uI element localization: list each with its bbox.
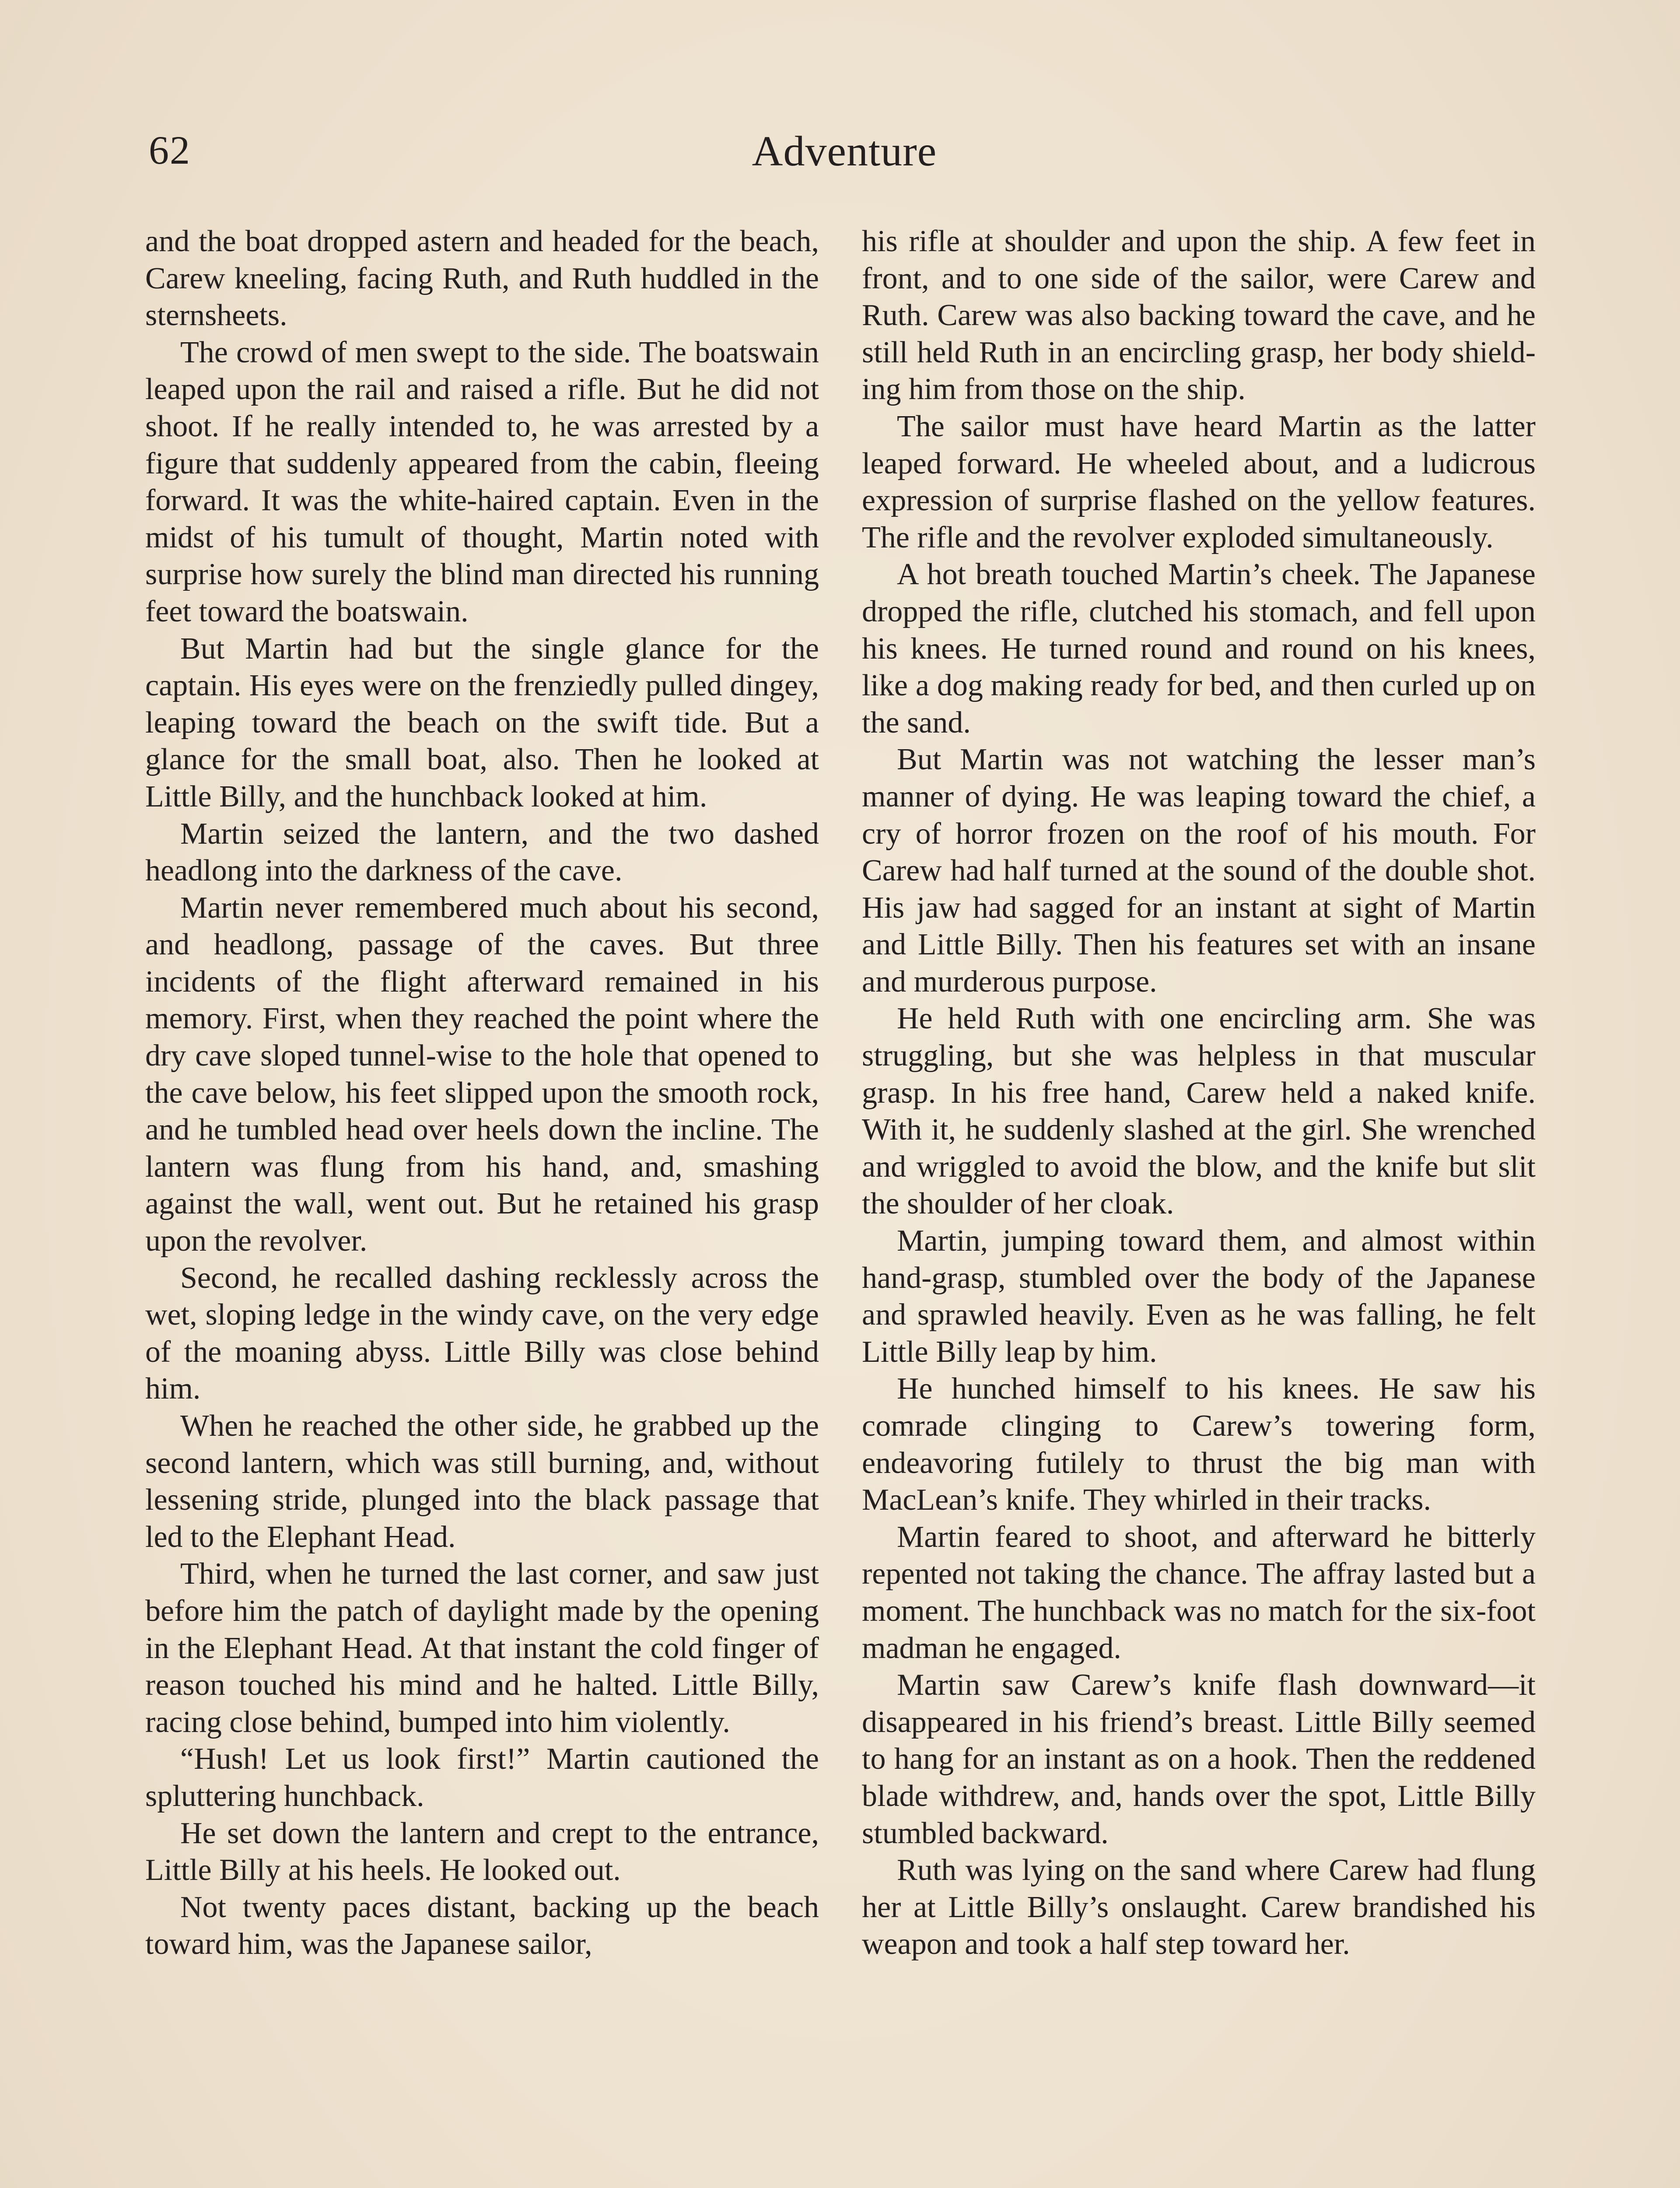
paragraph: He hunched himself to his knees. He saw his comrade clinging to Carew’s towering form, endeavoring futilely to thrust the big man with MacLean’s knife. They whirled in their tracks.	[862, 1372, 1536, 1517]
paragraph: “Hush! Let us look first!” Martin cautioned the spluttering hunchback.	[145, 1742, 819, 1813]
paragraph: Martin, jumping toward them, and almost within hand-grasp, stumbled over the body of the Japanese and sprawled heavily. Even as he was falling, he felt Little Billy leap by him.	[862, 1224, 1536, 1369]
right-column	[862, 223, 1536, 1963]
page-number: 62	[149, 128, 191, 172]
running-head: Adventure	[752, 128, 937, 175]
paragraph: He set down the lantern and crept to the entrance, Little Billy at his heels. He looked out.	[145, 1816, 819, 1887]
paragraph: Second, he recalled dashing recklessly across the wet, sloping ledge in the windy cave, on the very edge of the moaning abyss. Little Billy was close behind him.	[145, 1261, 819, 1406]
paragraph: But Martin was not watching the lesser man’s manner of dying. He was leaping toward the chief, a cry of horror frozen on the roof of his mouth. For Carew had half turned at the sound of the double shot. His jaw had sagged for an instant at sight of Martin and Little Billy. Then his features set with an insane and murderous purpose.	[862, 743, 1536, 999]
left-column	[145, 223, 819, 1963]
paragraph: his rifle at shoulder and upon the ship. A few feet in front, and to one side of the sailor, were Carew and Ruth. Carew was also backing toward the cave, and he still held Ruth in an encircling grasp, her body shielding him from those on the ship.	[862, 224, 1536, 407]
paragraph: and the boat dropped astern and headed for the beach, Carew kneeling, facing Ruth, and Ruth huddled in the sternsheets.	[145, 224, 819, 333]
paragraph: A hot breath touched Martin’s cheek. The Japanese dropped the rifle, clutched his stomach, and fell upon his knees. He turned round and round on his knees, like a dog making ready for bed, and then curled up on the sand.	[862, 558, 1536, 740]
paragraph: Martin feared to shoot, and afterward he bitterly repented not taking the chance. The affray lasted but a moment. The hunchback was no match for the six-foot madman he engaged.	[862, 1520, 1536, 1665]
paragraph: Ruth was lying on the sand where Carew had flung her at Little Billy’s onslaught. Carew brandished his weapon and took a half step toward her.	[862, 1853, 1536, 1961]
paragraph: Third, when he turned the last corner, and saw just before him the patch of daylight made by the opening in the Elephant Head. At that instant the cold finger of reason touched his mind and he halted. Little Billy, racing close behind, bumped into him violently.	[145, 1557, 819, 1739]
paragraph: Martin never remembered much about his second, and headlong, passage of the caves. But three incidents of the flight afterward remained in his memory. First, when they reached the point where the dry cave sloped tunnel-wise to the hole that opened to the cave below, his feet slipped upon the smooth rock, and he tumbled head over heels down the incline. The lantern was flung from his hand, and, smashing against the wall, went out. But he retained his grasp upon the revolver.	[145, 891, 819, 1258]
paragraph: The sailor must have heard Martin as the latter leaped forward. He wheeled about, and a ludicrous expression of surprise flashed on the yellow features. The rifle and the revolver exploded simultaneously.	[862, 409, 1536, 554]
paragraph: But Martin had but the single glance for the captain. His eyes were on the frenziedly pulled dingey, leaping toward the beach on the swift tide. But a glance for the small boat, also. Then he looked at Little Billy, and the hunchback looked at him.	[145, 631, 819, 813]
paragraph: Martin saw Carew’s knife flash downward—it disappeared in his friend’s breast. Little Billy seemed to hang for an instant as on a hook. Then the reddened blade withdrew, and, hands over the spot, Little Billy stumbled backward.	[862, 1668, 1536, 1850]
paragraph: Not twenty paces distant, backing up the beach toward him, was the Japanese sailor,	[145, 1890, 819, 1961]
paragraph: The crowd of men swept to the side. The boatswain leaped upon the rail and raised a rifle. But he did not shoot. If he really intended to, he was arrested by a figure that suddenly appeared from the cabin, fleeing forward. It was the white-haired captain. Even in the midst of his tumult of thought, Martin noted with surprise how surely the blind man directed his running feet toward the boatswain.	[145, 335, 819, 628]
paragraph: Martin seized the lantern, and the two dashed headlong into the darkness of the cave.	[145, 817, 819, 888]
paragraph: When he reached the other side, he grabbed up the second lantern, which was still burning, and, without lessening stride, plunged into the black passage that led to the Elephant Head.	[145, 1409, 819, 1554]
page-header	[144, 127, 1544, 188]
paragraph: He held Ruth with one encircling arm. She was struggling, but she was helpless in that muscular grasp. In his free hand, Carew held a naked knife. With it, he suddenly slashed at the girl. She wrenched and wriggled to avoid the blow, and the knife but slit the shoulder of her cloak.	[862, 1002, 1536, 1221]
